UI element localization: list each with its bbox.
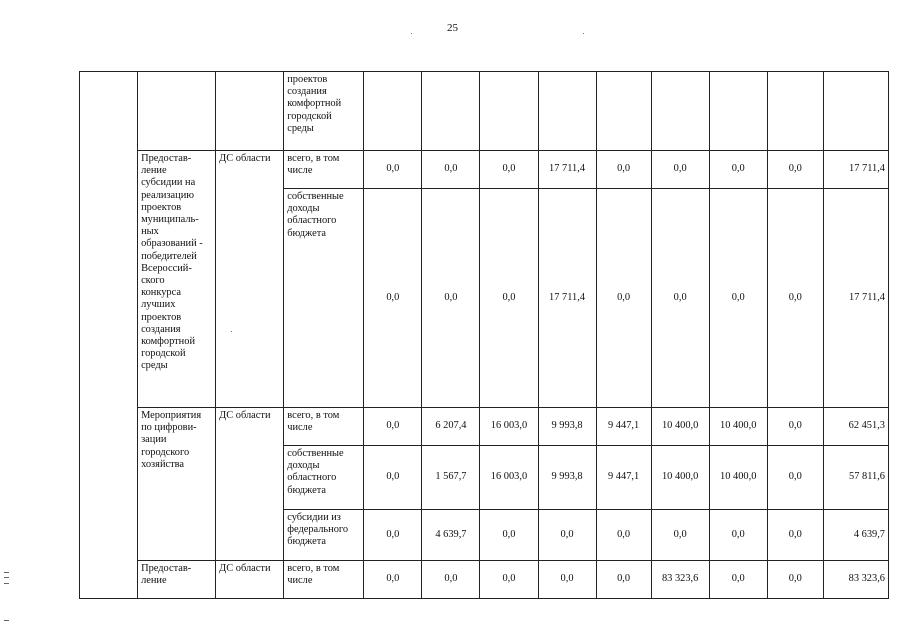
funding-source-cell: собственные доходы областного бюджета — [284, 446, 364, 510]
value-cell: 0,0 — [364, 408, 422, 446]
value-cell: 0,0 — [709, 561, 767, 599]
value-cell: 10 400,0 — [709, 446, 767, 510]
value-cell — [767, 72, 823, 151]
funding-source-cell: субсидии из федерального бюджета — [284, 510, 364, 561]
value-cell: 0,0 — [709, 189, 767, 408]
value-cell: 0,0 — [364, 189, 422, 408]
value-cell: 1 567,7 — [422, 446, 480, 510]
value-cell — [364, 72, 422, 151]
activity-name-cell: Предостав- ление — [138, 561, 216, 599]
value-cell: 0,0 — [651, 151, 709, 189]
total-cell — [823, 72, 888, 151]
value-cell: 0,0 — [364, 151, 422, 189]
total-cell: 62 451,3 — [823, 408, 888, 446]
value-cell: 0,0 — [364, 446, 422, 510]
funding-source-cell: всего, в том числе — [284, 561, 364, 599]
scan-speck — [411, 33, 412, 34]
value-cell — [480, 72, 538, 151]
value-cell: 10 400,0 — [651, 446, 709, 510]
funding-source-cell: проектов создания комфортной городской среды — [284, 72, 364, 151]
table-row — [80, 151, 889, 189]
value-cell: 16 003,0 — [480, 408, 538, 446]
value-cell: 0,0 — [538, 510, 596, 561]
total-cell: 57 811,6 — [823, 446, 888, 510]
value-cell: 0,0 — [767, 510, 823, 561]
funding-source-cell: собственные доходы областного бюджета — [284, 189, 364, 408]
page-number: 25 — [447, 22, 458, 34]
funding-source-cell: всего, в том числе — [284, 408, 364, 446]
value-cell: 0,0 — [538, 561, 596, 599]
value-cell — [651, 72, 709, 151]
value-cell: 83 323,6 — [651, 561, 709, 599]
value-cell: 0,0 — [596, 561, 651, 599]
value-cell: 0,0 — [422, 189, 480, 408]
total-cell: 17 711,4 — [823, 151, 888, 189]
value-cell: 4 639,7 — [422, 510, 480, 561]
value-cell: 0,0 — [767, 189, 823, 408]
total-cell: 4 639,7 — [823, 510, 888, 561]
value-cell: 0,0 — [596, 510, 651, 561]
activity-name-cell: Мероприятия по цифрови- зации городского хозяйства — [138, 408, 216, 561]
value-cell: 0,0 — [767, 408, 823, 446]
total-cell: 83 323,6 — [823, 561, 888, 599]
value-cell: 0,0 — [767, 446, 823, 510]
value-cell: 0,0 — [596, 189, 651, 408]
value-cell: 0,0 — [651, 189, 709, 408]
value-cell: 17 711,4 — [538, 151, 596, 189]
total-cell: 17 711,4 — [823, 189, 888, 408]
value-cell: 0,0 — [596, 151, 651, 189]
value-cell: 0,0 — [364, 510, 422, 561]
value-cell: 16 003,0 — [480, 446, 538, 510]
value-cell: 9 993,8 — [538, 446, 596, 510]
executor-cell: ДС области — [216, 151, 284, 408]
value-cell — [538, 72, 596, 151]
value-cell — [596, 72, 651, 151]
scan-speck — [583, 33, 584, 34]
value-cell: 0,0 — [767, 561, 823, 599]
margin-dash — [4, 620, 9, 621]
value-cell: 10 400,0 — [709, 408, 767, 446]
value-cell: 0,0 — [364, 561, 422, 599]
budget-table — [79, 71, 889, 599]
value-cell: 0,0 — [709, 151, 767, 189]
activity-name-cell — [138, 72, 216, 151]
value-cell: 0,0 — [480, 561, 538, 599]
value-cell — [709, 72, 767, 151]
margin-mark — [4, 572, 9, 584]
value-cell: 9 993,8 — [538, 408, 596, 446]
value-cell: 9 447,1 — [596, 408, 651, 446]
value-cell: 0,0 — [767, 151, 823, 189]
executor-cell — [216, 72, 284, 151]
value-cell — [422, 72, 480, 151]
executor-cell: ДС области — [216, 561, 284, 599]
value-cell: 0,0 — [480, 151, 538, 189]
left-margin-column — [80, 72, 138, 599]
funding-source-cell: всего, в том числе — [284, 151, 364, 189]
value-cell: 0,0 — [422, 561, 480, 599]
value-cell: 0,0 — [480, 189, 538, 408]
activity-name-cell: Предостав- ление субсидии на реализацию проектов муниципаль- ных образований - победителей Всероссий- ского конкурса лучших проектов создания комфортной городской среды — [138, 151, 216, 408]
table-row — [80, 72, 889, 151]
value-cell: 0,0 — [480, 510, 538, 561]
value-cell: 0,0 — [422, 151, 480, 189]
value-cell: 0,0 — [651, 510, 709, 561]
value-cell: 6 207,4 — [422, 408, 480, 446]
value-cell: 17 711,4 — [538, 189, 596, 408]
value-cell: 0,0 — [709, 510, 767, 561]
value-cell: 10 400,0 — [651, 408, 709, 446]
value-cell: 9 447,1 — [596, 446, 651, 510]
table-row — [80, 561, 889, 599]
table-row — [80, 408, 889, 446]
executor-cell: ДС области — [216, 408, 284, 561]
